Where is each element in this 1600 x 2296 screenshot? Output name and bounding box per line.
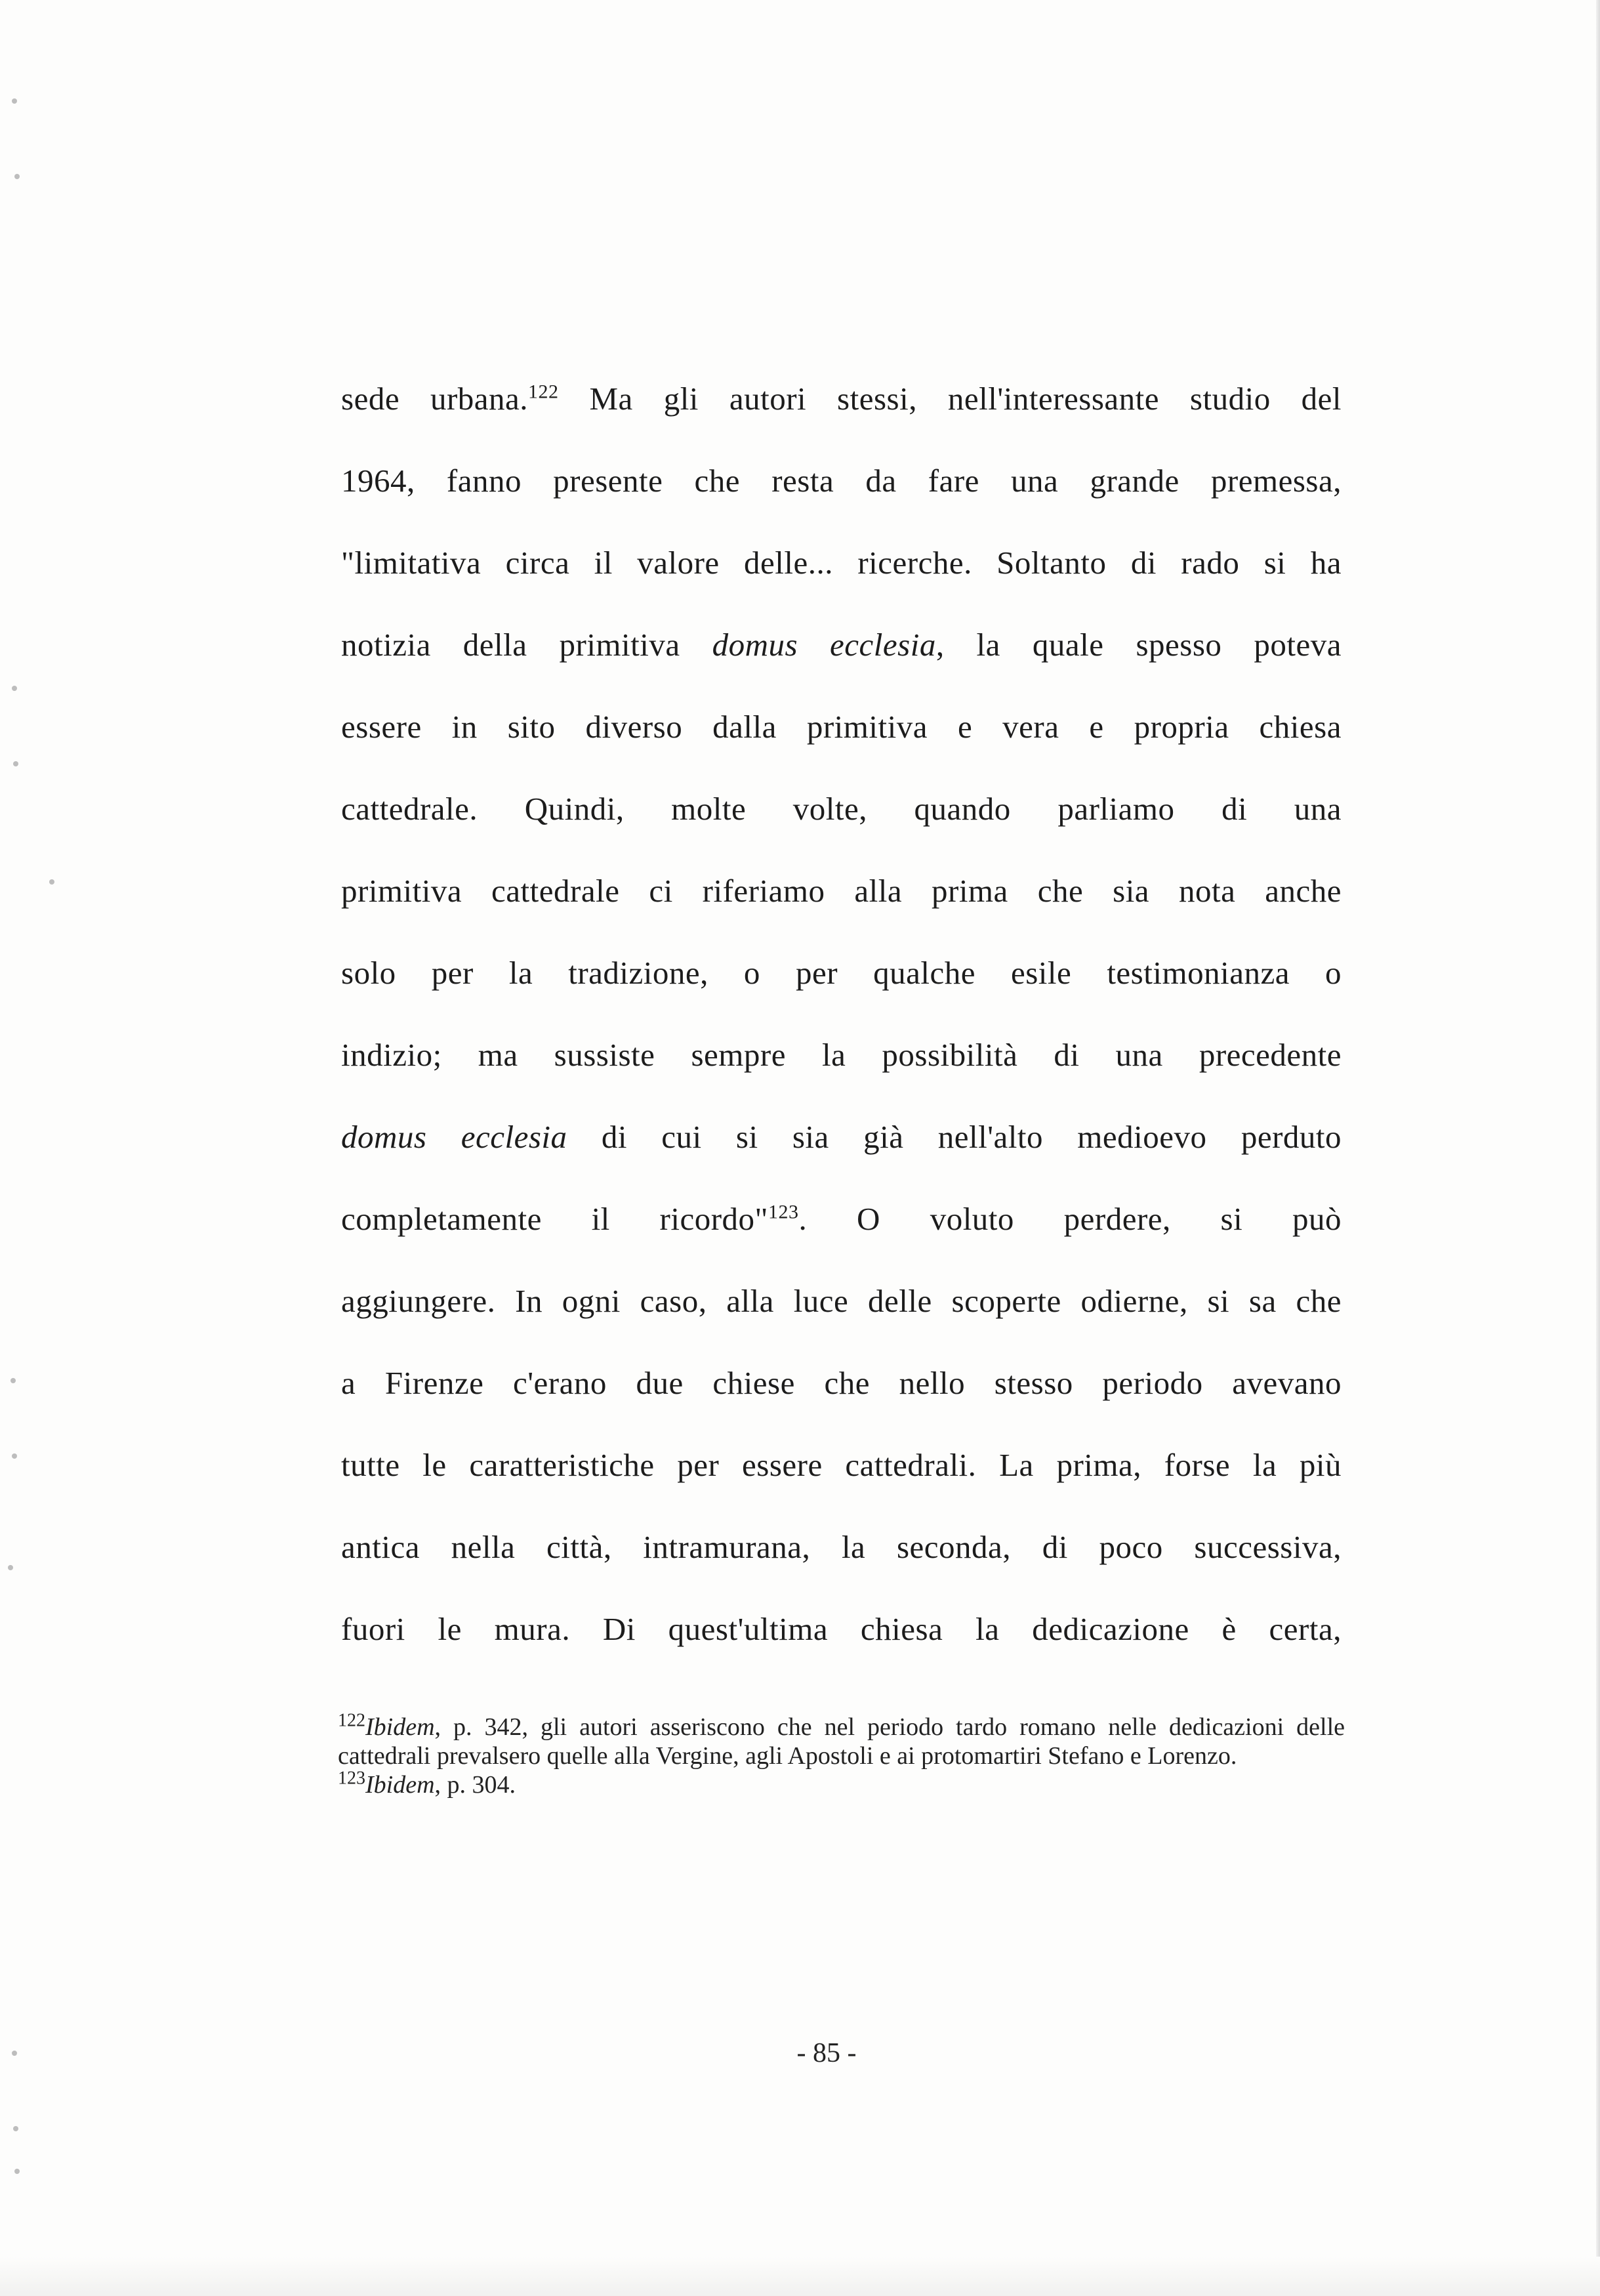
text-line xyxy=(341,522,1342,604)
italic-text: Ibidem xyxy=(365,1771,435,1799)
text-line xyxy=(341,768,1342,850)
text-line xyxy=(341,1096,1342,1178)
text-run: indizio; ma sussiste sempre la possibilità di una precedente xyxy=(341,1037,1342,1073)
text-line xyxy=(341,850,1342,932)
scan-mark xyxy=(12,1453,17,1459)
text-line xyxy=(341,604,1342,686)
text-run: a Firenze c'erano due chiese che nello stesso periodo avevano xyxy=(341,1365,1342,1401)
text-line xyxy=(341,1588,1342,1670)
scan-mark xyxy=(14,174,20,179)
text-run: Ma gli autori stessi, nell'interessante studio del xyxy=(558,381,1342,417)
footnote-number: 123 xyxy=(338,1768,365,1789)
text-run: cattedrale. Quindi, molte volte, quando parliamo di una xyxy=(341,791,1342,827)
italic-text: domus ecclesia xyxy=(341,1119,567,1155)
scan-mark xyxy=(49,879,54,885)
text-run: , p. 342, gli autori asseriscono che nel periodo tardo romano nelle dedicazioni delle cattedrali prevalsero quelle alla Vergine, agli Apostoli e ai protomartiri Stefano e Lorenzo. xyxy=(338,1713,1345,1770)
text-run: . O voluto perdere, si può xyxy=(798,1201,1342,1237)
footnote-reference: 122 xyxy=(528,381,559,403)
text-line xyxy=(341,358,1342,440)
text-run: primitiva cattedrale ci riferiamo alla prima che sia nota anche xyxy=(341,873,1342,909)
page-bottom-edge xyxy=(0,2257,1600,2296)
text-run: 1964, fanno presente che resta da fare una grande premessa, xyxy=(341,463,1342,499)
text-line xyxy=(341,1178,1342,1260)
text-line xyxy=(341,1506,1342,1588)
footnote-number: 122 xyxy=(338,1710,365,1731)
text-run: sede urbana. xyxy=(341,381,529,417)
text-run: completamente il ricordo" xyxy=(341,1201,769,1237)
text-run: aggiungere. In ogni caso, alla luce delle scoperte odierne, si sa che xyxy=(341,1283,1342,1319)
text-line xyxy=(341,1014,1342,1096)
scan-mark xyxy=(8,1565,13,1570)
footnote xyxy=(338,1710,1345,1770)
text-run: notizia della primitiva xyxy=(341,627,712,663)
italic-text: Ibidem xyxy=(365,1713,435,1741)
text-line xyxy=(341,932,1342,1014)
scan-mark xyxy=(12,98,17,104)
text-run: tutte le caratteristiche per essere cattedrali. La prima, forse la più xyxy=(341,1447,1342,1483)
text-line xyxy=(341,440,1342,522)
footnote xyxy=(338,1770,1345,1799)
footnotes xyxy=(338,1710,1345,1799)
text-run: solo per la tradizione, o per qualche esile testimonianza o xyxy=(341,955,1342,991)
body-text xyxy=(341,358,1342,1670)
scan-mark xyxy=(13,761,18,766)
footnote-reference: 123 xyxy=(768,1201,799,1223)
text-run: fuori le mura. Di quest'ultima chiesa la dedicazione è certa, xyxy=(341,1611,1342,1647)
text-line xyxy=(341,1424,1342,1506)
scan-mark xyxy=(14,2169,20,2174)
scan-mark xyxy=(13,2126,18,2131)
page-right-edge xyxy=(1596,0,1600,2296)
text-run: , p. 304. xyxy=(434,1771,516,1799)
text-line xyxy=(341,1342,1342,1424)
text-run: essere in sito diverso dalla primitiva e vera e propria chiesa xyxy=(341,709,1342,745)
text-run: di cui si sia già nell'alto medioevo perduto xyxy=(567,1119,1342,1155)
scan-mark xyxy=(12,686,17,691)
page-number: - 85 - xyxy=(796,2038,857,2068)
text-run: "limitativa circa il valore delle... ricerche. Soltanto di rado si ha xyxy=(341,545,1342,581)
text-line xyxy=(341,686,1342,768)
text-run: antica nella città, intramurana, la seconda, di poco successiva, xyxy=(341,1529,1342,1565)
scan-mark xyxy=(12,2051,17,2056)
text-run: , la quale spesso poteva xyxy=(935,627,1342,663)
scan-mark xyxy=(10,1378,16,1383)
italic-text: domus ecclesia xyxy=(712,627,936,663)
text-line xyxy=(341,1260,1342,1342)
